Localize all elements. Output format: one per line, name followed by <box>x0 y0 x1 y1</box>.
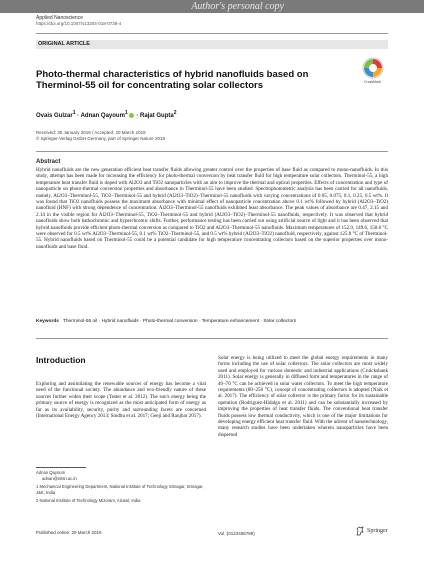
author-name[interactable]: Ovais Gulzar <box>36 113 73 119</box>
introduction-left-column: Exploring and assimilating the renewable sources of energy has become a vital need of the functional society. The abundance and eco-friendly nature of these sources further widen their scope (Tester et al. 2012). The sun's energy being the primary source of energy is recognized as the most anticipated form of energy as far as its availability, security, purity and surrounding facets are concerned (International Energy Agency 2013; Sindhu et al. 2017; Geeji and Ranjbar 2017). <box>36 381 206 420</box>
corresponding-name: Adnan Qayoum <box>36 470 66 475</box>
page-label: Vol.:(0123456789) <box>218 531 255 536</box>
watermark-banner <box>0 0 424 13</box>
footnotes <box>36 470 206 507</box>
published-online: Published online: 29 March 2018 <box>36 530 102 535</box>
author-separator: · <box>75 113 81 119</box>
received-accepted: Received: 30 January 2018 / Accepted: 20 March 2018 <box>36 130 146 135</box>
article-type-bar <box>36 40 388 49</box>
copyright-line: © Springer-Verlag GmbH Germany, part of Springer Nature 2018 <box>36 136 166 141</box>
journal-header <box>36 15 121 27</box>
abstract-divider <box>36 151 388 152</box>
publisher-name: Springer <box>367 528 388 534</box>
article-type: ORIGINAL ARTICLE <box>38 41 90 47</box>
affiliation-mark: 1 <box>72 110 76 116</box>
crossmark-badge[interactable] <box>357 57 388 84</box>
keywords-label: Keywords <box>36 319 59 324</box>
introduction-right-column: Solar energy is being utilized to meet the global energy requirements in many forms including the use of solar collectors. The solar collectors are most widely used and employed for various domestic and industrial applications (Cruickshank 2011). Solar energy is generally in diffused form and temperatures in the range of 40–70 °C can be achieved in solar water collectors. To meet the high temperature requirements (80–250 °C), concept of concentrating collectors is adopted (Naik et al. 2017). The efficiency of solar collector is the primary factor for its sustainable operation (Rodriguez-Hidalgo et al. 2011) and can be substantially increased by improving the properties of heat transfer fluids. The conventional heat transfer fluids possess low thermal conductivity, which is one of the major limitations for developing energy efficient heat transfer fluid. With the advent of nanotechnology, many research studies have been undertaken wherein nanoparticles have been dispersed <box>218 355 388 438</box>
introduction-heading: Introduction <box>36 355 86 365</box>
author-list <box>36 110 177 119</box>
springer-logo <box>355 526 388 536</box>
affiliation-mark: 1 <box>124 110 128 116</box>
abstract-body: Hybrid nanofluids are the new generation efficient heat transfer fluids allowing greater control over the properties of base fluid as compared to mono-nanofluids. In this study, attempt has been made for increasing the efficiency for photo-thermal conversion by heat transfer fluid for high temperature solar collectors. Therminol-55, a high temperature heat transfer fluid is doped with Al2O3 and TiO2 nanoparticles with an aim to improve the thermal and optical properties. Effects of concentration and type of nanoparticle on photo-thermal conversion properties and absorbance in Therminol-55 have been studied. Spectrophotometric analysis has been carried for all nanofluids, namely, Al2O3–Therminol-55, TiO2–Therminol-55 and hybrid (Al2O3–TiO2)–Therminol-55 nanofluids with varying concentrations of 0.05, 0.075, 0.1, 0.25, 0.5 wt%. It was found that TiO2 nanofluids possess the maximum absorbance with minimal effect of nanoparticle concentration above 0.1 wt% followed by hybrid (Al2O3–TiO2) nanofluid (HNF) with strong dependence of concentration. Al2O3–Therminol-55 nanofluids exhibited least absorbance. The peak values of absorbance are 0.47, 2.15 and 2.14 in the visible region for Al2O3–Therminol-55, TiO2–Therminol-55 and hybrid (Al2O3–TiO2)–Therminol-55 nanofluids, respectively. It was observed that hybrid nanofluids show both bathochromic and hyperchromic shifts. Further, performance testing has been carried out using artificial source of light and it has been observed that hybrid nanofluids provide efficient photo-thermal conversion as compared to TiO2 and Al2O3–Therminol-55 nanofluids. Maximum temperatures of 152.9, 149.6, 158.6 °C were observed for 0.5 wt% Al2O3–Therminol-55, 0.1 wt% TiO2–Therminol-55, and 0.5 wt% hybrid (Al2O3–TiO2) nanofluid, respectively, against 125.8 °C of Therminol-55. Hybrid nanofluids based on Therminol-55 could be a potential candidate for high temperature concentrating collectors based on the superior properties over mono-nanofluids and base fluid. <box>36 167 388 250</box>
article-title: Photo-thermal characteristics of hybrid nanofluids based on Therminol-55 oil for concentrating solar collectors <box>36 69 309 91</box>
doi-link[interactable]: https://doi.org/10.1007/s13204-018-0738-4 <box>36 21 122 26</box>
crossmark-label: CrossMark <box>364 80 381 84</box>
crossmark-icon <box>362 57 384 79</box>
watermark-text: Author's personal copy <box>191 1 284 12</box>
orcid-icon[interactable] <box>129 113 134 118</box>
keywords-text: Therminol-55 oil · Hybrid nanofluids · Photo-thermal conversion · Temperature enhancement · Solar collectors <box>62 319 297 324</box>
affiliation-2: 2 National Institute of Technology Mizoram, Aizawl, India <box>36 498 141 503</box>
author-name[interactable]: Adnan Qayoum <box>80 113 125 119</box>
springer-horse-icon <box>355 526 365 536</box>
journal-name: Applied Nanoscience <box>36 15 83 21</box>
author-name[interactable]: Rajat Gupta <box>140 113 174 119</box>
header-divider <box>36 33 388 34</box>
footnote-rule <box>36 467 86 468</box>
affiliation-1: 1 Mechanical Engineering Department, National Institute of Technology Srinagar, Srinagar, J&K, India <box>36 484 204 495</box>
article-dates <box>36 130 165 142</box>
affiliation-mark: 2 <box>173 110 177 116</box>
email-link[interactable]: adnan@nitsri.ac.in <box>42 475 77 481</box>
abstract-heading: Abstract <box>36 159 61 165</box>
keywords-divider <box>36 338 388 339</box>
corresponding-author <box>36 470 206 481</box>
author-separator: · <box>134 113 141 119</box>
keywords-line <box>36 319 388 325</box>
